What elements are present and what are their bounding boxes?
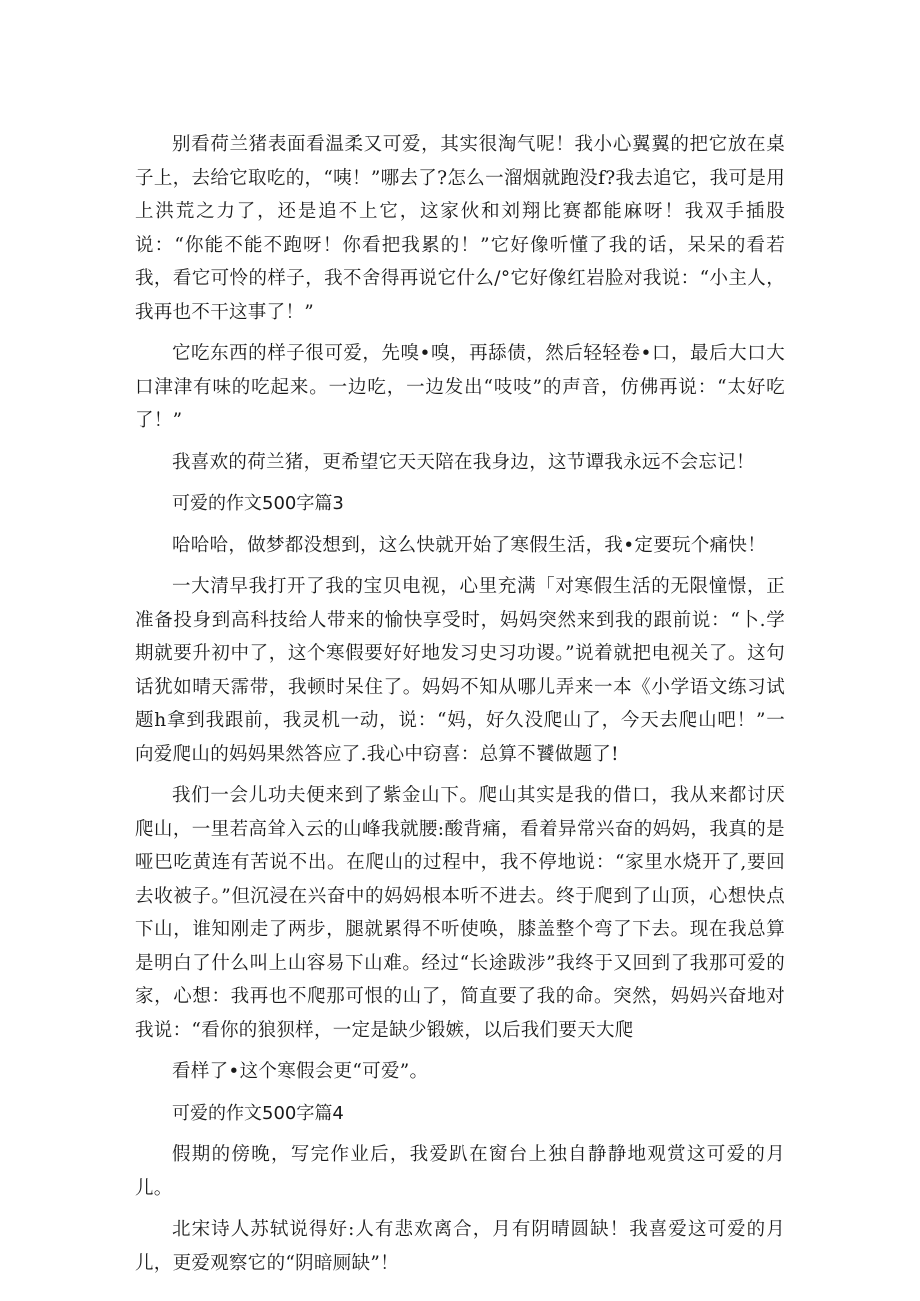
document-body xyxy=(135,128,785,1288)
paragraph-su-shi-moon: 北宋诗人苏轼说得好:人有悲欢离合，月有阴晴圆缺！我喜爱这可爱的月儿，更爱观察它的“阴暗厕缺”！ xyxy=(135,1219,785,1274)
section-heading-4: 可爱的作文500字篇4 xyxy=(172,1102,344,1124)
paragraph-guinea-pig-naughty: 别看荷兰猪表面看温柔又可爱，其实很淘气呢！我小心翼翼的把它放在桌子上，去给它取吃的，“咦！”哪去了?怎么一溜烟就跑没f?我去追它，我可是用上洪荒之力了，还是追不上它，这家伙和刘翔比赛都能麻呀！我双手插股说：“你能不能不跑呀！你看把我累的！”它好像听懂了我的话，呆呆的看若我，看它可怜的样子，我不舍得再说它什么/°它好像红岩脸对我说：“小主人，我再也不干这事了！” xyxy=(135,134,785,323)
paragraph-tv-and-mom: 一大清早我打开了我的宝贝电视，心里充满「对寒假生活的无限憧憬，正准备投身到高科技给人带来的愉快享受时，妈妈突然来到我的跟前说：“卜.学期就要升初中了，这个寒假要好好地发习史习功谡。”说着就把电视关了。这句话犹如晴天霈带，我顿时呆住了。妈妈不知从哪儿弄来一本《小学语文练习试题h拿到我跟前，我灵机一动，说：“妈，好久没爬山了，今天去爬山吧！”一向爱爬山的妈妈果然答应了.我心中窃喜：总算不饕做题了! xyxy=(135,576,785,765)
paragraph-lovely-vacation: 看样了•这个寒假会更“可爱”。 xyxy=(172,1061,429,1082)
paragraph-winter-vacation-start: 哈哈哈，做梦都没想到，这么快就开始了寒假生活，我•定要玩个痛快！ xyxy=(172,534,767,556)
paragraph-climbing-mountain: 我们一会儿功夫便来到了紫金山下。爬山其实是我的借口，我从来都讨厌爬山，一里若高耸入云的山峰我就腰:酸背痛，看着异常兴奋的妈妈，我真的是哑巴吃黄连有苦说不出。在爬山的过程中，我不停地说：“家里水烧开了,要回去收被子。”但沉浸在兴奋中的妈妈根本听不进去。终于爬到了山顶，心想快点下山，谁知刚走了两步，腿就累得不听使唤，膝盖整个弯了下去。现在我总算是明白了什么叫上山容易下山难。经过“长途跋涉”我终于又回到了我那可爱的家，心想：我再也不爬那可恨的山了，简直要了我的命。突然，妈妈兴奋地对我说：“看你的狼狈样，一定是缺少锻嫉，以后我们要天大爬 xyxy=(135,785,785,1041)
paragraph-guinea-pig-like: 我喜欢的荷兰猪，更希望它天天陪在我身边，这节谭我永远不会忘记！ xyxy=(172,451,755,473)
section-heading-3: 可爱的作文500字篇3 xyxy=(172,493,344,514)
paragraph-evening-moon: 假期的傍晚，写完作业后，我爱趴在窗台上独自静静地观赏这可爱的月儿。 xyxy=(135,1144,785,1199)
paragraph-guinea-pig-eating: 它吃东西的样子很可爱，先嗅•嗅，再舔债，然后轻轻卷•口，最后大口大口津津有味的吃起来。一边吃，一边发出“吱吱”的声音，仿佛再说：“太好吃了！” xyxy=(135,343,785,431)
